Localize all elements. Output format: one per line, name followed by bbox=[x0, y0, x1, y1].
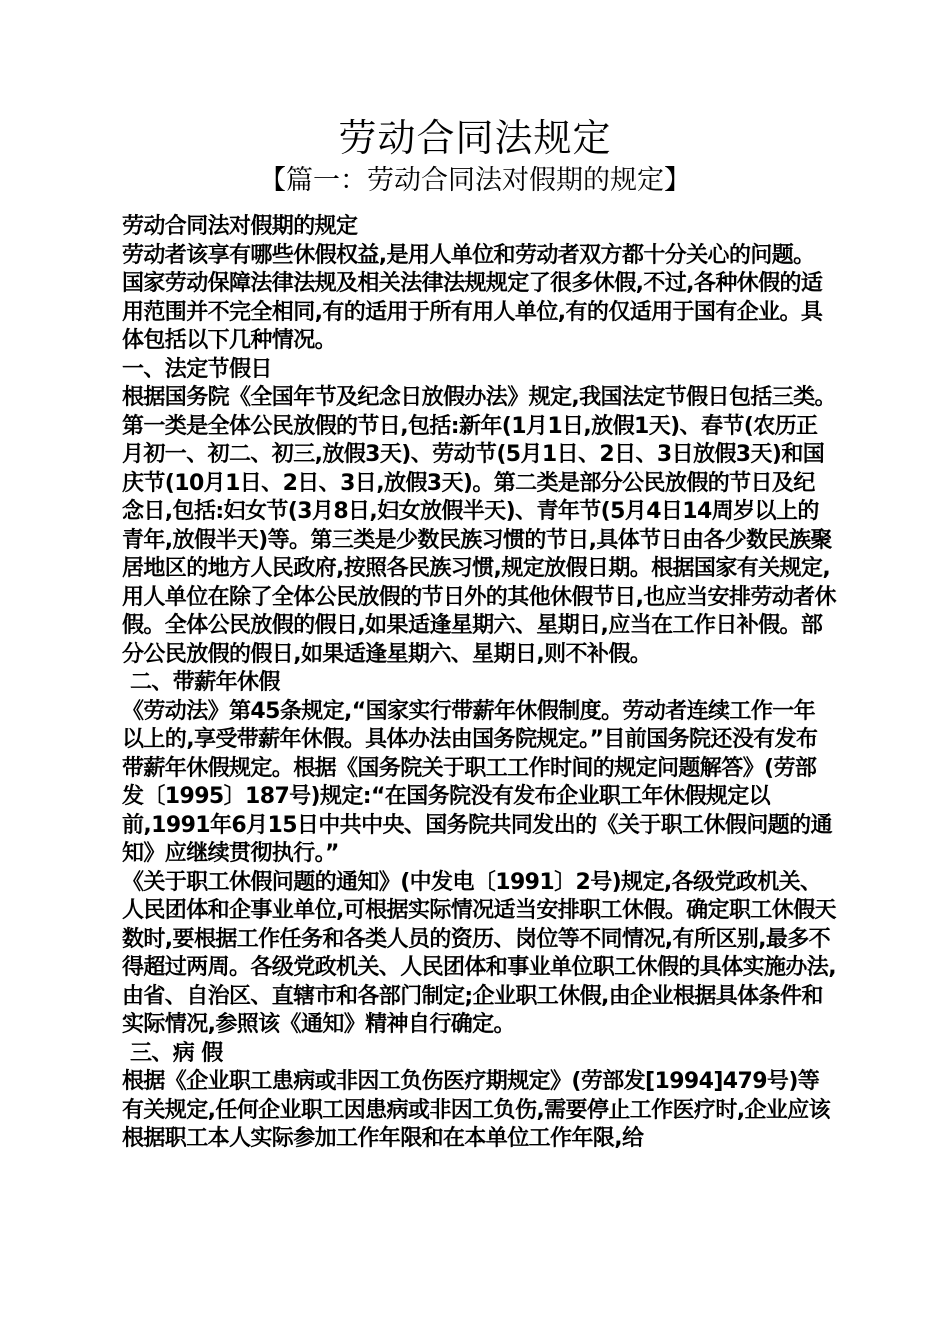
paragraph-heading: 劳动合同法对假期的规定 bbox=[122, 214, 358, 239]
paragraph: 《劳动法》第45条规定,“国家实行带薪年休假制度。劳动者连续工作一年以上的,享受带薪年休假。具体办法由国务院规定。”目前国务院还没有发布带薪年休假规定。根据《国务院关于职工工作时间的规定问题解答》(劳部发〔1995〕187号)规定:“在国务院没有发布企业职工年休假规定以前,1991年6月15日中共中央、国务院共同发出的《关于职工休假问题的通知》应继续贯彻执行。” bbox=[122, 698, 832, 866]
section-heading-sick-leave: 三、病 假 bbox=[130, 1040, 223, 1066]
document-body bbox=[116, 213, 836, 1154]
paragraph: 《关于职工休假问题的通知》(中发电〔1991〕2号)规定,各级党政机关、人民团体和企事业单位,可根据实际情况适当安排职工休假。确定职工休假天数时,要根据工作任务和各类人员的资历、岗位等不同情况,有所区别,最多不得超过两周。各级党政机关、人民团体和事业单位职工休假的具体实施办法,由省、自治区、直辖市和各部门制定;企业职工休假,由企业根据具体条件和实际情况,参照该《通知》精神自行确定。 bbox=[122, 869, 836, 1037]
document-subtitle: 【篇一：劳动合同法对假期的规定】 bbox=[259, 165, 691, 196]
document-title: 劳动合同法规定 bbox=[338, 116, 612, 160]
paragraph: 国家劳动保障法律法规及相关法律法规规定了很多休假,不过,各种休假的适用范围并不完全相同,有的适用于所有用人单位,有的仅适用于国有企业。具体包括以下几种情况。 bbox=[122, 271, 823, 353]
paragraph: 根据《企业职工患病或非因工负伤医疗期规定》(劳部发[1994]479号)等有关规定,任何企业职工因患病或非因工负伤,需要停止工作医疗时,企业应该根据职工本人实际参加工作年限和在本单位工作年限,给 bbox=[122, 1069, 831, 1151]
section-heading-holidays: 一、法定节假日 bbox=[122, 356, 272, 382]
paragraph: 根据国务院《全国年节及纪念日放假办法》规定,我国法定节假日包括三类。第一类是全体公民放假的节日,包括:新年(1月1日,放假1天)、春节(农历正月初一、初二、初三,放假3天)、劳动节(5月1日、2日、3日放假3天)和国庆节(10月1日、2日、3日,放假3天)。第二类是部分公民放假的节日及纪念日,包括:妇女节(3月8日,妇女放假半天)、青年节(5月4日14周岁以上的青年,放假半天)等。第三类是少数民族习惯的节日,具体节日由各少数民族聚居地区的地方人民政府,按照各民族习惯,规定放假日期。根据国家有关规定,用人单位在除了全体公民放假的节日外的其他休假节日,也应当安排劳动者休假。全体公民放假的假日,如果适逢星期六、星期日,应当在工作日补假。部分公民放假的假日,如果适逢星期六、星期日,则不补假。 bbox=[122, 385, 836, 667]
paragraph: 劳动者该享有哪些休假权益,是用人单位和劳动者双方都十分关心的问题。 bbox=[122, 242, 815, 268]
section-heading-annual-leave: 二、带薪年休假 bbox=[130, 670, 280, 695]
